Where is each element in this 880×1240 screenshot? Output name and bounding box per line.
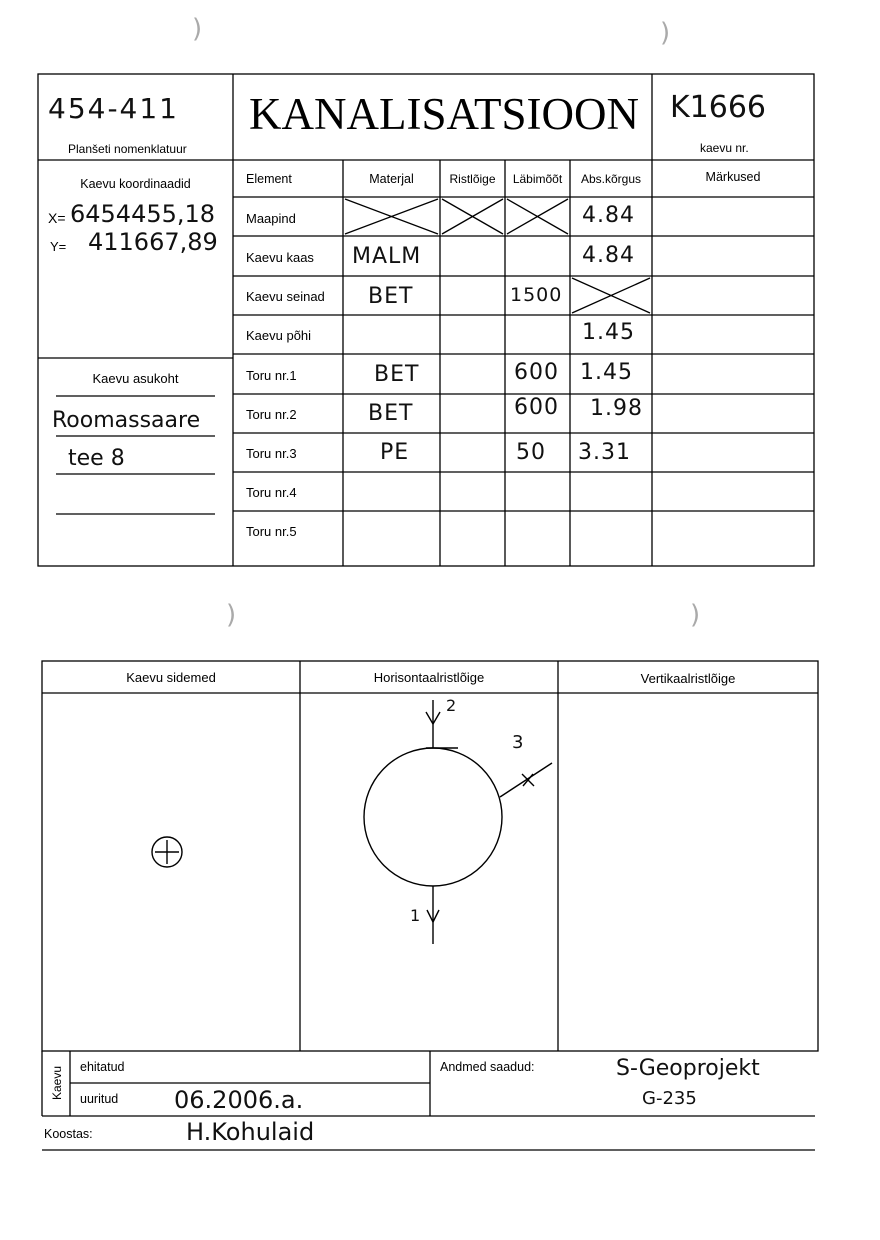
manhole-circle <box>364 748 502 886</box>
well-number-value: K1666 <box>670 90 767 125</box>
coordinates-label: Kaevu koordinaadid <box>80 177 191 191</box>
cell-abs-korgus: 1.45 <box>580 360 633 385</box>
pipe-3-mark <box>522 774 534 786</box>
location-line-2: tee 8 <box>68 446 125 471</box>
punch-hole-mark: ) <box>226 600 237 630</box>
col-header-markused: Märkused <box>705 170 761 184</box>
cell-labimoot: 600 <box>514 395 559 420</box>
location-label: Kaevu asukoht <box>92 371 179 386</box>
cell-abs-korgus: 1.45 <box>582 320 635 345</box>
pipe-2-label: 2 <box>446 696 457 715</box>
pipe-3-line <box>500 763 552 797</box>
col-header-element: Element <box>246 172 292 186</box>
footer-side-label: Kaevu <box>50 1065 64 1101</box>
y-prefix: Y= <box>50 239 67 254</box>
ehitatud-label: ehitatud <box>80 1060 125 1074</box>
col-header-materjal: Materjal <box>369 172 414 186</box>
x-coordinate-value: 6454455,18 <box>70 200 216 228</box>
koostas-value: H.Kohulaid <box>186 1118 315 1146</box>
row-element-label: Maapind <box>246 211 296 226</box>
cell-labimoot: 600 <box>514 360 559 385</box>
nomenclature-label: Planšeti nomenklatuur <box>68 142 187 156</box>
cell-labimoot: 1500 <box>510 284 563 306</box>
punch-hole-mark: ) <box>192 14 203 44</box>
pipe-1-label: 1 <box>410 906 421 925</box>
cell-abs-korgus: 4.84 <box>582 203 635 228</box>
col-header-labimoot: Läbimõõt <box>512 172 563 186</box>
well-number-label: kaevu nr. <box>700 141 749 155</box>
andmed-saadud-value: S-Geoprojekt <box>616 1056 760 1081</box>
section-kaevu-sidemed: Kaevu sidemed <box>126 670 216 685</box>
col-header-abs-korgus: Abs.kõrgus <box>580 172 642 186</box>
row-element-label: Kaevu seinad <box>246 289 325 304</box>
cell-abs-korgus: 4.84 <box>582 243 635 268</box>
cell-materjal: MALM <box>352 244 422 269</box>
section-horisontaalristloige: Horisontaalristlõige <box>373 670 485 685</box>
row-element-label: Toru nr.2 <box>246 407 297 422</box>
location-line-1: Roomassaare <box>52 408 201 433</box>
cell-materjal: BET <box>368 401 414 426</box>
y-coordinate-value: 411667,89 <box>88 228 218 256</box>
row-element-label: Toru nr.4 <box>246 485 297 500</box>
cell-materjal: BET <box>368 284 414 309</box>
andmed-saadud-label: Andmed saadud: <box>440 1060 535 1074</box>
col-header-ristloige: Ristlõige <box>449 172 496 186</box>
cross-section-diagram <box>364 700 552 944</box>
punch-hole-mark: ) <box>660 18 671 48</box>
nomenclature-value: 454-411 <box>48 92 179 125</box>
cell-materjal: PE <box>380 440 410 465</box>
cell-abs-korgus: 3.31 <box>578 440 631 465</box>
row-element-label: Toru nr.1 <box>246 368 297 383</box>
row-element-label: Kaevu kaas <box>246 250 314 265</box>
page-title: KANALISATSIOON <box>249 89 639 139</box>
row-element-label: Toru nr.3 <box>246 446 297 461</box>
pipe-3-label: 3 <box>512 732 524 753</box>
punch-hole-mark: ) <box>690 600 701 630</box>
koostas-label: Koostas: <box>44 1127 93 1141</box>
cell-labimoot: 50 <box>516 440 546 465</box>
x-prefix: X= <box>48 210 66 226</box>
well-symbol <box>152 837 182 867</box>
row-element-label: Toru nr.5 <box>246 524 297 539</box>
uuritud-value: 06.2006.a. <box>174 1086 304 1114</box>
section-vertikaalristloige: Vertikaalristlõige <box>640 671 736 686</box>
uuritud-label: uuritud <box>80 1092 119 1106</box>
cell-materjal: BET <box>374 362 420 387</box>
row-element-label: Kaevu põhi <box>246 328 312 343</box>
andmed-saadud-code: G-235 <box>642 1088 697 1109</box>
cell-abs-korgus: 1.98 <box>590 396 643 421</box>
